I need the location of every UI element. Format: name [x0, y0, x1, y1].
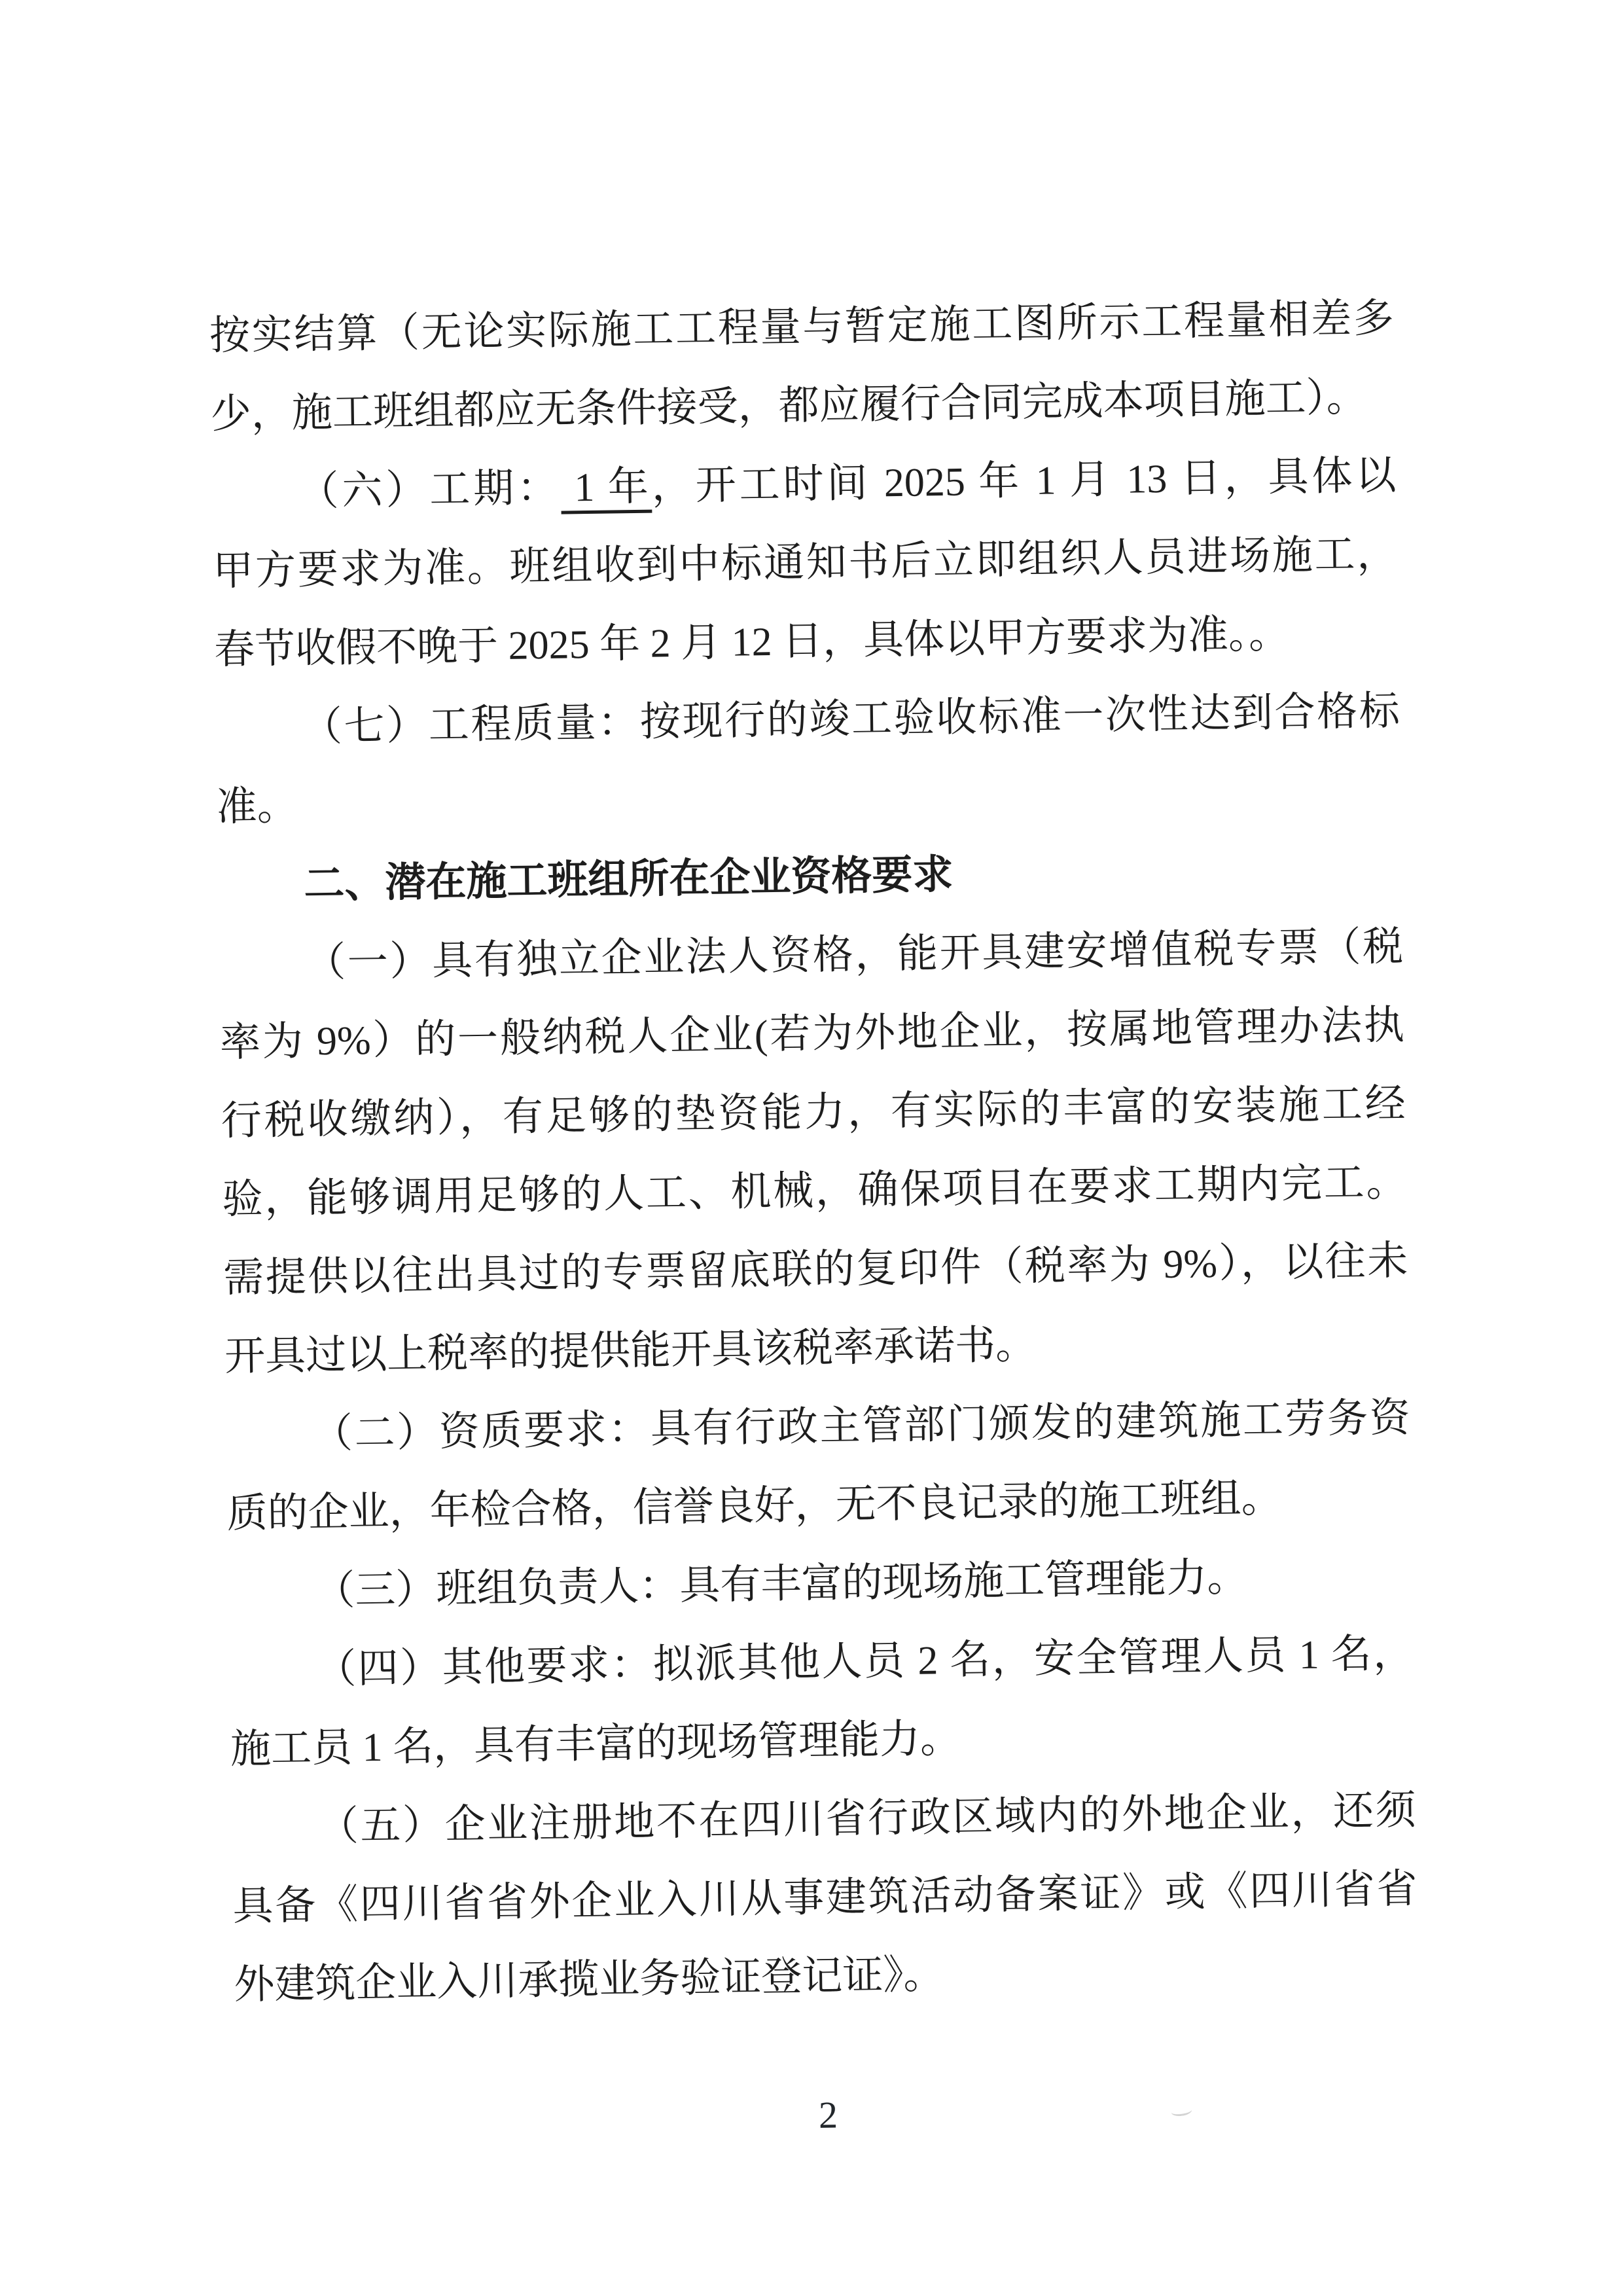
text-segment: 春节收假不晚于 2025 年 2 月 12 日，具体以甲方要求为准。。: [213, 612, 1290, 673]
text-segment: 少，施工班组都应无条件接受，都应履行合同完成本项目施工）。: [210, 375, 1368, 437]
text-segment: 率为 9%）的一般纳税人企业(若为外地企业，按属地管理办法执: [219, 1003, 1405, 1066]
text-segment: 行税收缴纳），有足够的垫资能力，有实际的丰富的安装施工经: [221, 1081, 1406, 1144]
text-segment: （二）资质要求：具有行政主管部门颁发的建筑施工劳务资: [312, 1395, 1411, 1457]
text-segment: 准。: [216, 783, 298, 830]
text-segment: （六）工期：: [298, 465, 562, 514]
text-segment: （七）工程质量：按现行的竣工验收标准一次性达到合格标: [301, 689, 1400, 750]
text-segment: 甲方要求为准。班组收到中标通知书后立即组织人员进场施工，: [212, 531, 1398, 594]
page-footer: [236, 2083, 1421, 2147]
text-segment: （三）班组负责人：具有丰富的现场施工管理能力。: [313, 1555, 1248, 1614]
text-segment: 开具过以上税率的提供能开具该税率承诺书。: [224, 1323, 1037, 1380]
document-body: [209, 279, 1421, 2147]
text-segment: （一）具有独立企业法人资格，能开具建安增值税专票（税: [304, 924, 1404, 986]
text-segment: 质的企业，年检合格，信誉良好，无不良记录的施工班组。: [226, 1476, 1283, 1537]
text-segment: 需提供以往出具过的专票留底联的复印件（税率为 9%），以往未: [223, 1238, 1408, 1301]
text-line: [234, 1928, 1419, 2024]
text-segment: 具备《四川省省外企业入川从事建筑活动备案证》或《四川省省: [232, 1867, 1418, 1929]
text-segment: （五）企业注册地不在四川省行政区域内的外地企业，还须: [317, 1788, 1417, 1850]
text-segment: ，开工时间 2025 年 1 月 13 日，具体以: [651, 453, 1397, 509]
text-segment: 二、潜在施工班组所在企业资格要求: [303, 852, 954, 907]
text-segment: 按实结算（无论实际施工工程量与暂定施工图所示工程量相差多: [209, 296, 1395, 359]
text-segment: 验，能够调用足够的人工、机械，确保项目在要求工期内完工。: [222, 1160, 1407, 1223]
text-segment: （四）其他要求：拟派其他人员 2 名，安全管理人员 1 名，: [315, 1631, 1414, 1693]
underlined-duration-value: 1 年: [560, 464, 652, 511]
text-segment: 施工员 1 名，具有丰富的现场管理能力。: [230, 1716, 961, 1772]
text-segment: 外建筑企业入川承揽业务验证登记证》。: [233, 1952, 944, 2008]
page-number: 2: [818, 2093, 838, 2137]
